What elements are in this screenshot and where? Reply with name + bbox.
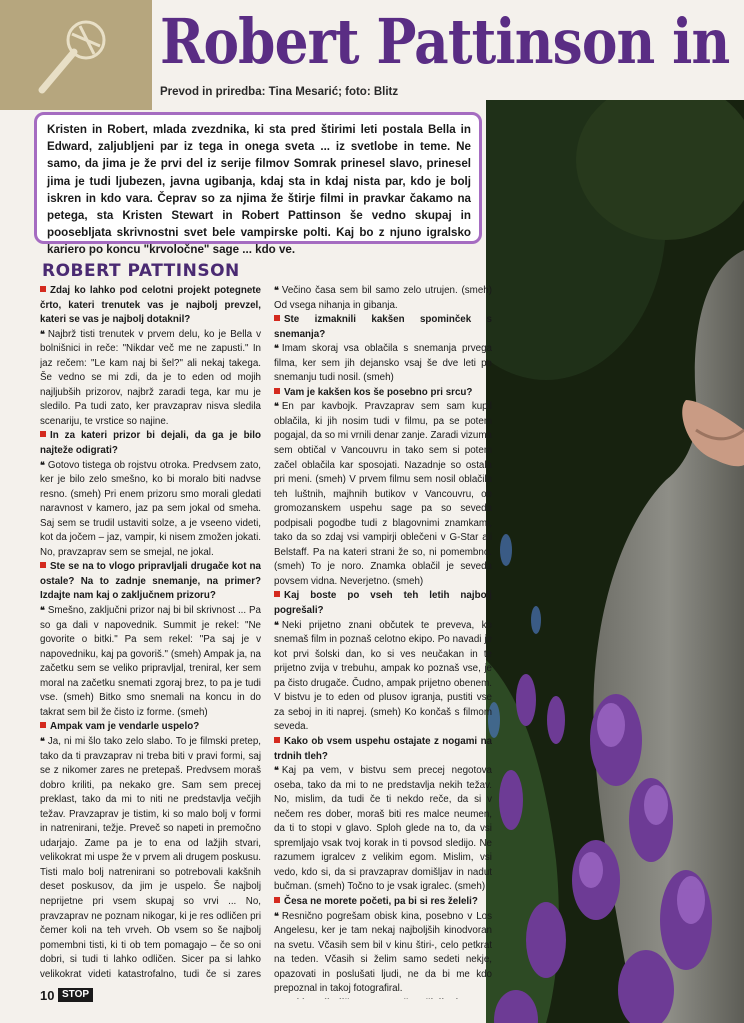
interview-question (274, 997, 492, 999)
intro-box: Kristen in Robert, mlada zvezdnika, ki sta pred štirimi leti postala Bella in Edward, zaljubljeni par iz tega in onega sveta ... iz svetlobe in teme. Ne samo, da jima je že prvi del iz serije filmov Somrak prinesel slavo, prinesel jima je tudi ljubezen, javna ugibanja, kdaj sta in kdaj nista par, kdo je bolj iskren in kdo vara. Čeprav so za njima že štirje filmi in pravkar čakamo na petega, sta Kristen Stewart in Robert Pattinson še vedno skupaj in poosebljata skrivnostni svet bele vampirske polti. Kaj bo z njuno igralsko kariero po koncu "krvoločne" sage ... kdo ve. (34, 112, 482, 244)
interview-question: Kaj boste po vseh teh letih najbolj pogrešali? (274, 590, 492, 617)
interview-question: Ampak vam je vendarle uspelo? (40, 720, 261, 735)
interview-answer: ❝ Imam skoraj vsa oblačila s snemanja prvega filma, ker sem jih dejansko vsaj še dve leti po snemanju tudi nosil. (smeh) (274, 343, 492, 384)
quote-icon: ❝ (274, 766, 279, 777)
text-column-left (40, 284, 261, 979)
section-heading: ROBERT PATTINSON (42, 261, 240, 281)
bullet-square-icon (40, 722, 46, 728)
header-color-block (0, 0, 152, 110)
interview-answer: ❝ Gotovo tistega ob rojstvu otroka. Predvsem zato, ker je bilo zelo smešno, ko bi moralo biti nadvse resno. (smeh) Pri enem prizoru smo morali gledati naravnost v kamero, jaz pa sem jokal od smeha. Saj sem se trudil ustaviti solze, a je vseeno videti, kot da jočem – jaz, vampir, ki nisem zmožen jokati. No, pravzaprav sem se smejal, ne jokal. (40, 459, 261, 558)
article-credits: Prevod in priredba: Tina Mesarić; foto: Blitz (160, 86, 399, 98)
magazine-logo: STOP (58, 988, 93, 1002)
bullet-square-icon (274, 591, 280, 597)
bullet-square-icon (274, 315, 280, 321)
interview-question: Ste se na to vlogo pripravljali drugače kot na ostale? Na to zadnje snemanje, na primer? Izdajte nam kaj o zaključnem prizoru? (40, 561, 261, 602)
interview-question: Zdaj ko lahko pod celotni projekt potegnete črto, kateri trenutek vas je najbolj prevzel, kateri se vas je najbolj dotaknil? (40, 285, 261, 326)
page-number: 10 (40, 988, 55, 1003)
interview-question: Vam je kakšen kos še posebno pri srcu? (274, 386, 492, 401)
interview-answer: ❝ Najbrž tisti trenutek v prvem delu, ko je Bella v bolnišnici in reče: "Nikdar več me ne zapusti." In jaz rečem: "Le kam naj bi šel?" ali nekaj takega. Še vedno se mi zdi, da je to eden od mojih najljubših prizorov, najbrž zaradi tega, kar mu je sledilo. Pa tudi zato, ker pravzaprav nisva sledila scenariju, te vrstice so najine. (40, 328, 261, 427)
quote-icon: ❝ (274, 402, 279, 413)
interview-question: In za kateri prizor bi dejali, da ga je bilo najteže odigrati? (40, 430, 261, 457)
article-title: Robert Pattinson in (160, 5, 730, 78)
quote-icon: ❝ (40, 736, 45, 747)
bullet-square-icon (274, 737, 280, 743)
interview-answer: ❝ Kaj pa vem, v bistvu sem precej negotova oseba, tako da mi to ne predstavlja nekih težav. No, mislim, da tudi če ti nekdo reče, da si v nečem res dober, moraš biti res malce neumen, da ti to stopi v glavo. Sploh glede na to, da vsi spremljajo vsak tvoj korak in ti povsod sledijo. Ne razumem igralcev z velikim egom. Mislim, vsi vedo, kdo si, da si pravzaprav domišljav in nadut bučman. (smeh) Točno to je vsak igralec. (smeh) (274, 765, 492, 893)
interview-question: Česa ne morete početi, pa bi si res želeli? (274, 895, 492, 910)
quote-icon: ❝ (274, 286, 279, 296)
article-photo (486, 100, 744, 1023)
interview-answer: ❝ Večino časa sem bil samo zelo utrujen. (smeh) Od vsega nihanja in gibanja. (274, 285, 492, 311)
interview-answer: ❝ En par kavbojk. Pravzaprav sem sam kupil oblačila, ki jih nosim tudi v filmu, pa se potem pogajal, da so mi vrnili denar zanje. Zaradi vizuma sem obtičal v Vancouvru in tako sem si potem začel oblačila kar sposojati. Nazadnje so ostala pri meni. (smeh) V prvem filmu sem nosil oblačila teh luštnih, majhnih butikov v Vancouvru, ob gromozanskem uspehu sage pa so seveda podpisali pogodbe tudi z blagovnimi znamkami, tako da so zdaj vsi vampirji oblečeni v G-Star ali Belstaff. Pa na kateri strani že so, ni pomembno. (smeh) To je noro. Znamka oblačil je seveda povsem vidna. Neverjetno. (smeh) (274, 401, 492, 587)
quote-icon: ❝ (274, 344, 279, 355)
bullet-square-icon (274, 897, 280, 903)
quote-icon: ❝ (274, 620, 279, 631)
quote-icon: ❝ (40, 460, 45, 471)
bullet-square-icon (40, 562, 46, 568)
interview-question: Ste izmaknili kakšen spominček s snemanja? (274, 314, 492, 340)
text-column-right (274, 284, 492, 999)
microphone-icon (24, 10, 124, 100)
bullet-square-icon (40, 431, 46, 437)
quote-icon: ❝ (274, 911, 279, 922)
bullet-square-icon (274, 388, 280, 394)
interview-answer: ❝ Ja, ni mi šlo tako zelo slabo. To je filmski pretep, tako da ti pravzaprav ni treba biti v pravi formi, saj se z nikomer zares ne pretepaš. Predvsem moraš dobro kriliti, pa nekako gre. Sam sem precej preklast, tako da mi to niti ne predstavlja večjih težav. Pravzaprav je tistim, ki so malo bolj v formi in natrenirani, težje. Preveč so napeti in premočno udarjajo. Zame pa je to ena od lažjih stvari, velikokrat mi uspe že v prvem ali drugem poskusu. Tisti malo bolj natrenirani so potrebovali kakšnih deset poskusov, da jim je uspelo. Še najbolj neprijetne pri vsem skupaj so vrvi ... No, pravzaprav ne poznam nikogar, ki je res odličen pri čemer koli na teh vrveh. Ob vsem so še najbolj pomembni tisti, ki ti ob tem pomagajo – če so oni dobri, si tudi ti lahko odličen. Sicer pa si lahko velikokrat videti katastrofalno, tudi če si zares (40, 735, 261, 979)
quote-icon: ❝ (40, 606, 45, 617)
quote-icon: ❝ (40, 329, 45, 340)
interview-answer: ❝ Neki prijetno znani občutek te preveva, ko snemaš film in poznaš celotno ekipo. Po navadi je kot prvi šolski dan, ko si ves neučakan in te prijetno zvija v trebuhu, ampak ko poznaš vse, je pa čisto drugače. Čudno, ampak prijetno obenem. V bistvu je to eden od plusov igranja, pustiti vse za seboj in iti naprej. (smeh) Ko končaš s filmom seveda. (274, 619, 492, 733)
interview-question: Kako ob vsem uspehu ostajate z nogami na trdnih tleh? (274, 735, 492, 762)
interview-answer: ❝ Resnično pogrešam obisk kina, posebno v Los Angelesu, ker je tam nekaj najboljših kinodvoran na svetu. Včasih sem bil v kinu štiri-, celo petkrat na teden. Včasih si želim samo sedeti nekje, opazovati in poslušati ljudi, ne da bi me kdo prepoznal in takoj fotografiral. (274, 910, 492, 995)
interview-answer: ❝ Smešno, zaključni prizor naj bi bil skrivnost ... Pa so ga dali v napovednik. Summit je rekel: "Ne govorite o bitki." Pa sem rekel: "Pa saj je v napovedniku, kaj pa govoriš." (smeh) Ampak ja, na začetku sem se veliko pripravljal, treniral, ker sem moral na začetku snemati zgoraj brez, to pa je tudi vse. (smeh) Bitko smo snemali na koncu in do takrat sem bil že čisto iz forme. (smeh) (40, 605, 261, 718)
bullet-square-icon (40, 286, 46, 292)
